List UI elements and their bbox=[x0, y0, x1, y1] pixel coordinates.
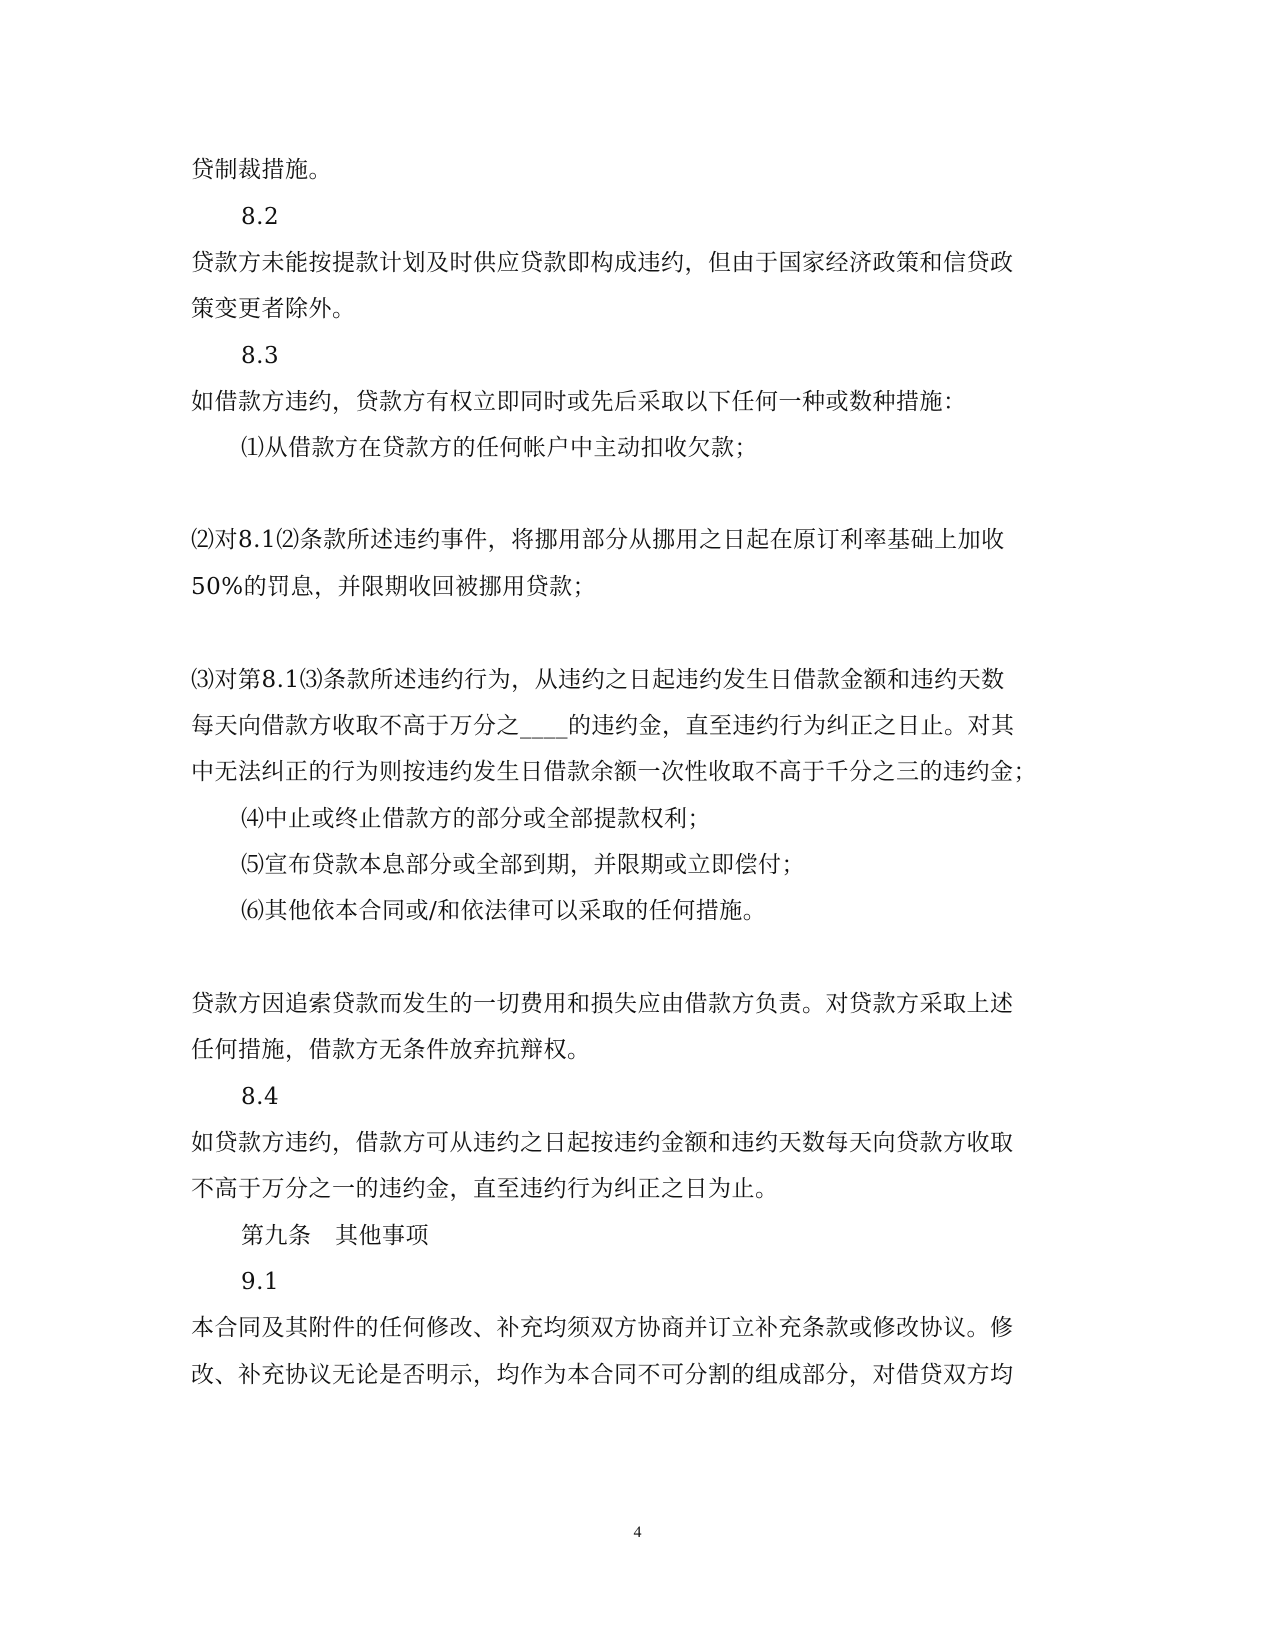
text-line: 任何措施，借款方无条件放弃抗辩权。 bbox=[191, 1037, 591, 1063]
list-item: ⑵对8.1⑵条款所述违约事件，将挪用部分从挪用之日起在原订利率基础上加收 bbox=[191, 527, 1005, 553]
list-item: ⑸宣布贷款本息部分或全部到期，并限期或立即偿付； bbox=[241, 852, 805, 878]
clause-number: 8.2 bbox=[241, 204, 280, 230]
text-line: 贷制裁措施。 bbox=[191, 157, 332, 183]
text-line: 不高于万分之一的违约金，直至违约行为纠正之日为止。 bbox=[191, 1176, 779, 1202]
text-line: 贷款方未能按提款计划及时供应贷款即构成违约，但由于国家经济政策和信贷政 bbox=[191, 250, 1014, 276]
text-line: 如贷款方违约，借款方可从违约之日起按违约金额和违约天数每天向贷款方收取 bbox=[191, 1130, 1014, 1156]
clause-number: 8.4 bbox=[241, 1084, 280, 1110]
list-item: ⑴从借款方在贷款方的任何帐户中主动扣收欠款； bbox=[241, 435, 758, 461]
text-line: 本合同及其附件的任何修改、补充均须双方协商并订立补充条款或修改协议。修 bbox=[191, 1315, 1014, 1341]
clause-number: 9.1 bbox=[241, 1269, 280, 1295]
clause-number: 8.3 bbox=[241, 343, 280, 369]
list-item: ⑹其他依本合同或/和依法律可以采取的任何措施。 bbox=[241, 898, 767, 924]
text-line: 改、补充协议无论是否明示，均作为本合同不可分割的组成部分，对借贷双方均 bbox=[191, 1362, 1014, 1388]
list-item: ⑷中止或终止借款方的部分或全部提款权利； bbox=[241, 806, 711, 832]
section-heading: 第九条 其他事项 bbox=[241, 1223, 429, 1249]
text-line: 每天向借款方收取不高于万分之____的违约金，直至违约行为纠正之日止。对其 bbox=[191, 713, 1015, 739]
list-item: ⑶对第8.1⑶条款所述违约行为，从违约之日起违约发生日借款金额和违约天数 bbox=[191, 667, 1005, 693]
text-line: 如借款方违约，贷款方有权立即同时或先后采取以下任何一种或数种措施： bbox=[191, 389, 967, 415]
text-line: 中无法纠正的行为则按违约发生日借款余额一次性收取不高于千分之三的违约金； bbox=[191, 759, 1037, 785]
text-line: 贷款方因追索贷款而发生的一切费用和损失应由借款方负责。对贷款方采取上述 bbox=[191, 991, 1014, 1017]
text-line: 50%的罚息，并限期收回被挪用贷款； bbox=[191, 574, 597, 600]
page-number: 4 bbox=[633, 1524, 642, 1541]
text-line: 策变更者除外。 bbox=[191, 296, 356, 322]
